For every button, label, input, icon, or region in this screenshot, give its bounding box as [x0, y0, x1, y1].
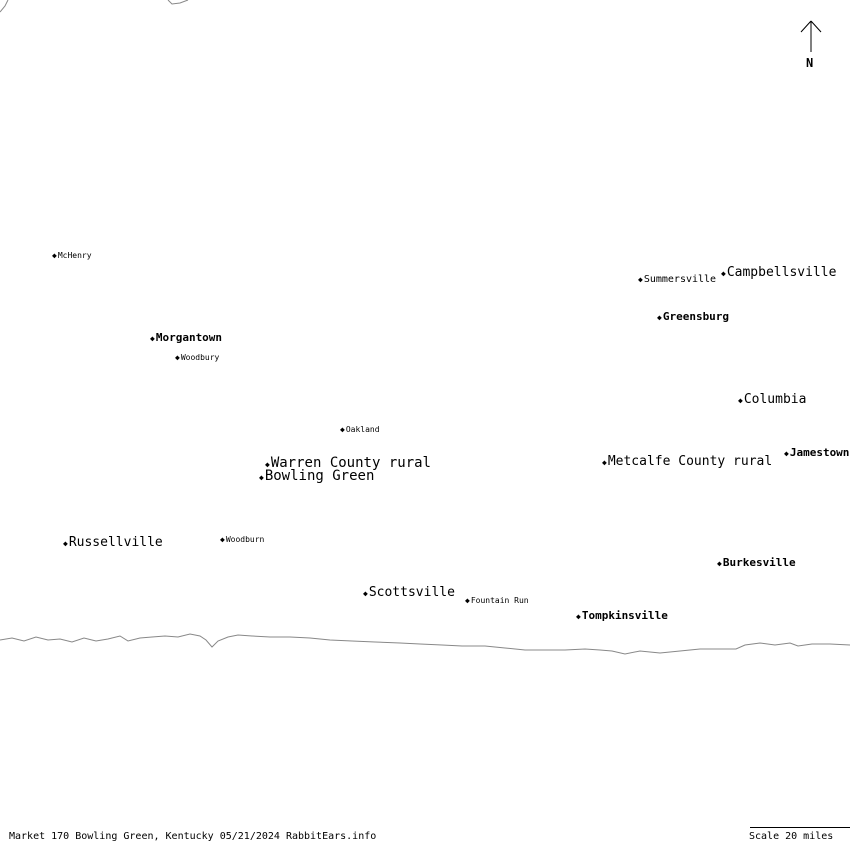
city-marker-icon: ◆ — [265, 460, 270, 469]
place-tompkinsville — [576, 610, 668, 621]
place-label: Campbellsville — [726, 265, 837, 280]
city-marker-icon: ◆ — [150, 334, 155, 343]
city-marker-icon: ◆ — [602, 458, 607, 467]
city-marker-icon: ◆ — [259, 473, 264, 482]
place-label: Greensburg — [662, 310, 730, 323]
north-arrow-label: N — [806, 56, 814, 70]
city-marker-icon: ◆ — [175, 353, 180, 362]
place-label: Scottsville — [368, 585, 455, 600]
place-label: Woodbury — [180, 353, 220, 362]
scale-label: Scale 20 miles — [749, 831, 834, 842]
place-label: Tompkinsville — [581, 609, 668, 622]
scale-bar — [750, 827, 850, 828]
city-marker-icon: ◆ — [576, 612, 581, 621]
city-marker-icon: ◆ — [63, 539, 68, 548]
place-campbellsville — [721, 266, 836, 279]
place-label: Morgantown — [155, 331, 223, 344]
map-caption: Market 170 Bowling Green, Kentucky 05/21/2024 RabbitEars.info — [9, 831, 377, 842]
place-fountain-run — [465, 597, 529, 605]
kentucky-tennessee-border — [0, 634, 850, 654]
place-mchenry — [52, 252, 92, 260]
place-label: Woodburn — [225, 535, 265, 544]
place-label: McHenry — [57, 251, 92, 260]
place-label: Metcalfe County rural — [607, 454, 773, 469]
place-label: Jamestown — [789, 446, 850, 459]
place-woodbury — [175, 354, 219, 362]
place-label: Warren County rural — [270, 455, 431, 471]
place-columbia — [738, 393, 806, 406]
city-marker-icon: ◆ — [363, 589, 368, 598]
city-marker-icon: ◆ — [52, 251, 57, 260]
place-label: Fountain Run — [470, 596, 529, 605]
city-marker-icon: ◆ — [465, 596, 470, 605]
place-oakland — [340, 426, 380, 434]
city-marker-icon: ◆ — [717, 559, 722, 568]
place-greensburg — [657, 311, 729, 322]
place-label: Russellville — [68, 535, 163, 550]
city-marker-icon: ◆ — [220, 535, 225, 544]
city-marker-icon: ◆ — [721, 269, 726, 278]
place-label: Columbia — [743, 392, 807, 407]
city-marker-icon: ◆ — [340, 425, 345, 434]
city-marker-icon: ◆ — [638, 275, 643, 284]
place-woodburn — [220, 536, 264, 544]
top-border-fragment — [168, 0, 188, 4]
place-metcalfe-county-rural — [602, 455, 772, 468]
place-label: Summersville — [643, 274, 717, 285]
place-jamestown — [784, 447, 849, 458]
place-label: Burkesville — [722, 556, 796, 569]
top-left-border-fragment — [0, 0, 8, 12]
city-marker-icon: ◆ — [784, 449, 789, 458]
place-morgantown — [150, 332, 222, 343]
place-russellville — [63, 536, 163, 549]
place-scottsville — [363, 586, 455, 599]
place-summersville — [638, 275, 716, 285]
city-marker-icon: ◆ — [738, 396, 743, 405]
place-bowling-green — [259, 469, 374, 483]
place-burkesville — [717, 557, 796, 568]
place-label: Oakland — [345, 425, 380, 434]
place-label: Bowling Green — [264, 468, 375, 484]
city-marker-icon: ◆ — [657, 313, 662, 322]
